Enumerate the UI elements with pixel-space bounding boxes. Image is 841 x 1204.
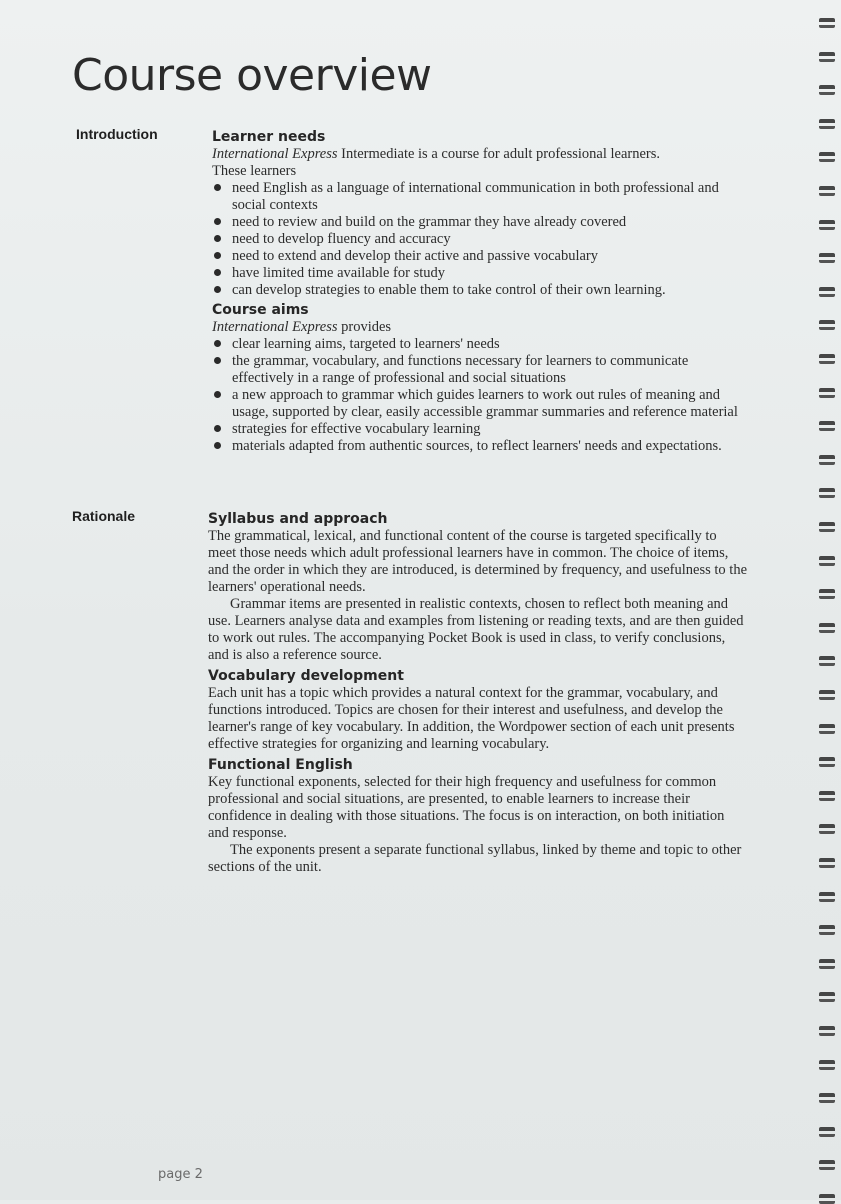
binding-ring — [819, 1194, 835, 1204]
list-item-text: strategies for effective vocabulary learning — [232, 421, 481, 437]
binding-ring — [819, 1093, 835, 1103]
list-item — [212, 336, 752, 353]
list-item-text: need to extend and develop their active and passive vocabulary — [232, 248, 598, 264]
course-aims-intro — [212, 319, 752, 336]
list-item-text: need to develop fluency and accuracy — [232, 231, 451, 247]
list-item — [212, 421, 752, 438]
functional-heading: Functional English — [208, 757, 353, 773]
list-item-text: the grammar, vocabulary, and functions necessary for learners to communicate effectively in a range of professional and social situations — [232, 353, 689, 386]
binding-ring — [819, 522, 835, 532]
list-item — [212, 248, 752, 265]
spiral-binding — [813, 0, 841, 1200]
bullet-icon — [214, 235, 221, 242]
functional-paragraph-2: The exponents present a separate functional syllabus, linked by theme and topic to other sections of the unit. — [208, 842, 742, 875]
binding-ring — [819, 791, 835, 801]
binding-ring — [819, 1026, 835, 1036]
binding-ring — [819, 220, 835, 230]
list-item-text: need to review and build on the grammar they have already covered — [232, 214, 627, 230]
binding-ring — [819, 925, 835, 935]
binding-ring — [819, 421, 835, 431]
binding-ring — [819, 455, 835, 465]
list-item — [212, 282, 752, 299]
list-item — [212, 265, 752, 282]
bullet-icon — [214, 357, 221, 364]
learner-needs-heading: Learner needs — [212, 129, 326, 145]
rationale-column — [208, 510, 748, 876]
binding-ring — [819, 757, 835, 767]
bullet-icon — [214, 218, 221, 225]
binding-ring — [819, 1127, 835, 1137]
binding-ring — [819, 623, 835, 633]
learner-needs-list — [212, 180, 752, 299]
list-item-text: clear learning aims, targeted to learners' needs — [232, 336, 500, 352]
binding-ring — [819, 388, 835, 398]
course-aims-intro-text: provides — [337, 319, 392, 335]
bullet-icon — [214, 269, 221, 276]
list-item — [212, 214, 752, 231]
syllabus-paragraph-2: Grammar items are presented in realistic contexts, chosen to reflect both meaning and use. Learners analyse data and examples from listening or reading texts, and are then guided to work out rules. The accompanying Pocket Book is used in class, to verify conclusions, and is also a reference source. — [208, 596, 744, 663]
syllabus-heading: Syllabus and approach — [208, 511, 388, 527]
binding-ring — [819, 320, 835, 330]
course-aims-list — [212, 336, 752, 455]
bullet-icon — [214, 184, 221, 191]
binding-ring — [819, 556, 835, 566]
binding-ring — [819, 992, 835, 1002]
binding-ring — [819, 892, 835, 902]
binding-ring — [819, 656, 835, 666]
binding-ring — [819, 724, 835, 734]
course-aims-heading: Course aims — [212, 302, 309, 318]
section-label-introduction: Introduction — [76, 126, 158, 142]
book-title: International Express — [212, 146, 338, 162]
binding-ring — [819, 253, 835, 263]
list-item — [212, 353, 752, 387]
bullet-icon — [214, 391, 221, 398]
binding-ring — [819, 152, 835, 162]
introduction-column — [212, 128, 752, 455]
list-item-text: need English as a language of international communication in both professional and social contexts — [232, 180, 719, 213]
list-item-text: a new approach to grammar which guides learners to work out rules of meaning and usage, supported by clear, easily accessible grammar summaries and reference material — [232, 387, 738, 420]
binding-ring — [819, 824, 835, 834]
section-label-rationale: Rationale — [72, 508, 136, 524]
binding-ring — [819, 119, 835, 129]
bullet-icon — [214, 286, 221, 293]
learner-needs-intro — [212, 146, 752, 163]
page-title: Course overview — [72, 50, 432, 101]
binding-ring — [819, 18, 835, 28]
list-item-text: have limited time available for study — [232, 265, 446, 281]
bullet-icon — [214, 425, 221, 432]
binding-ring — [819, 690, 835, 700]
binding-ring — [819, 186, 835, 196]
list-item — [212, 438, 752, 455]
list-item-text: can develop strategies to enable them to take control of their own learning. — [232, 282, 666, 298]
learner-needs-intro-text: Intermediate is a course for adult professional learners. — [337, 146, 661, 162]
bullet-icon — [214, 340, 221, 347]
page-number: page 2 — [158, 1167, 203, 1182]
list-item — [212, 231, 752, 248]
binding-ring — [819, 85, 835, 95]
binding-ring — [819, 1160, 835, 1170]
vocabulary-paragraph: Each unit has a topic which provides a natural context for the grammar, vocabulary, and functions introduced. Topics are chosen for their interest and usefulness, and develop the learner's range of key vocabulary. In addition, the Wordpower section of each unit presents effective strategies for organizing and learning vocabulary. — [208, 685, 735, 752]
vocabulary-heading: Vocabulary development — [208, 668, 404, 684]
binding-ring — [819, 959, 835, 969]
book-title: International Express — [212, 319, 338, 335]
binding-ring — [819, 287, 835, 297]
list-item-text: materials adapted from authentic sources, to reflect learners' needs and expectations. — [232, 438, 722, 454]
learner-needs-intro-2: These learners — [212, 163, 297, 179]
binding-ring — [819, 858, 835, 868]
list-item — [212, 180, 752, 214]
binding-ring — [819, 52, 835, 62]
syllabus-paragraph-1: The grammatical, lexical, and functional content of the course is targeted specifically to meet those needs which adult professional learners have in common. The choice of items, and the order in which they are introduced, is determined by frequency, and usefulness to the learners' operational needs. — [208, 528, 748, 595]
functional-paragraph-1: Key functional exponents, selected for their high frequency and usefulness for common professional and social situations, are presented, to enable learners to increase their confidence in dealing with those situations. The focus is on interaction, on both initiation and response. — [208, 774, 725, 841]
list-item — [212, 387, 752, 421]
binding-ring — [819, 1060, 835, 1070]
bullet-icon — [214, 442, 221, 449]
binding-ring — [819, 488, 835, 498]
bullet-icon — [214, 252, 221, 259]
binding-ring — [819, 589, 835, 599]
binding-ring — [819, 354, 835, 364]
